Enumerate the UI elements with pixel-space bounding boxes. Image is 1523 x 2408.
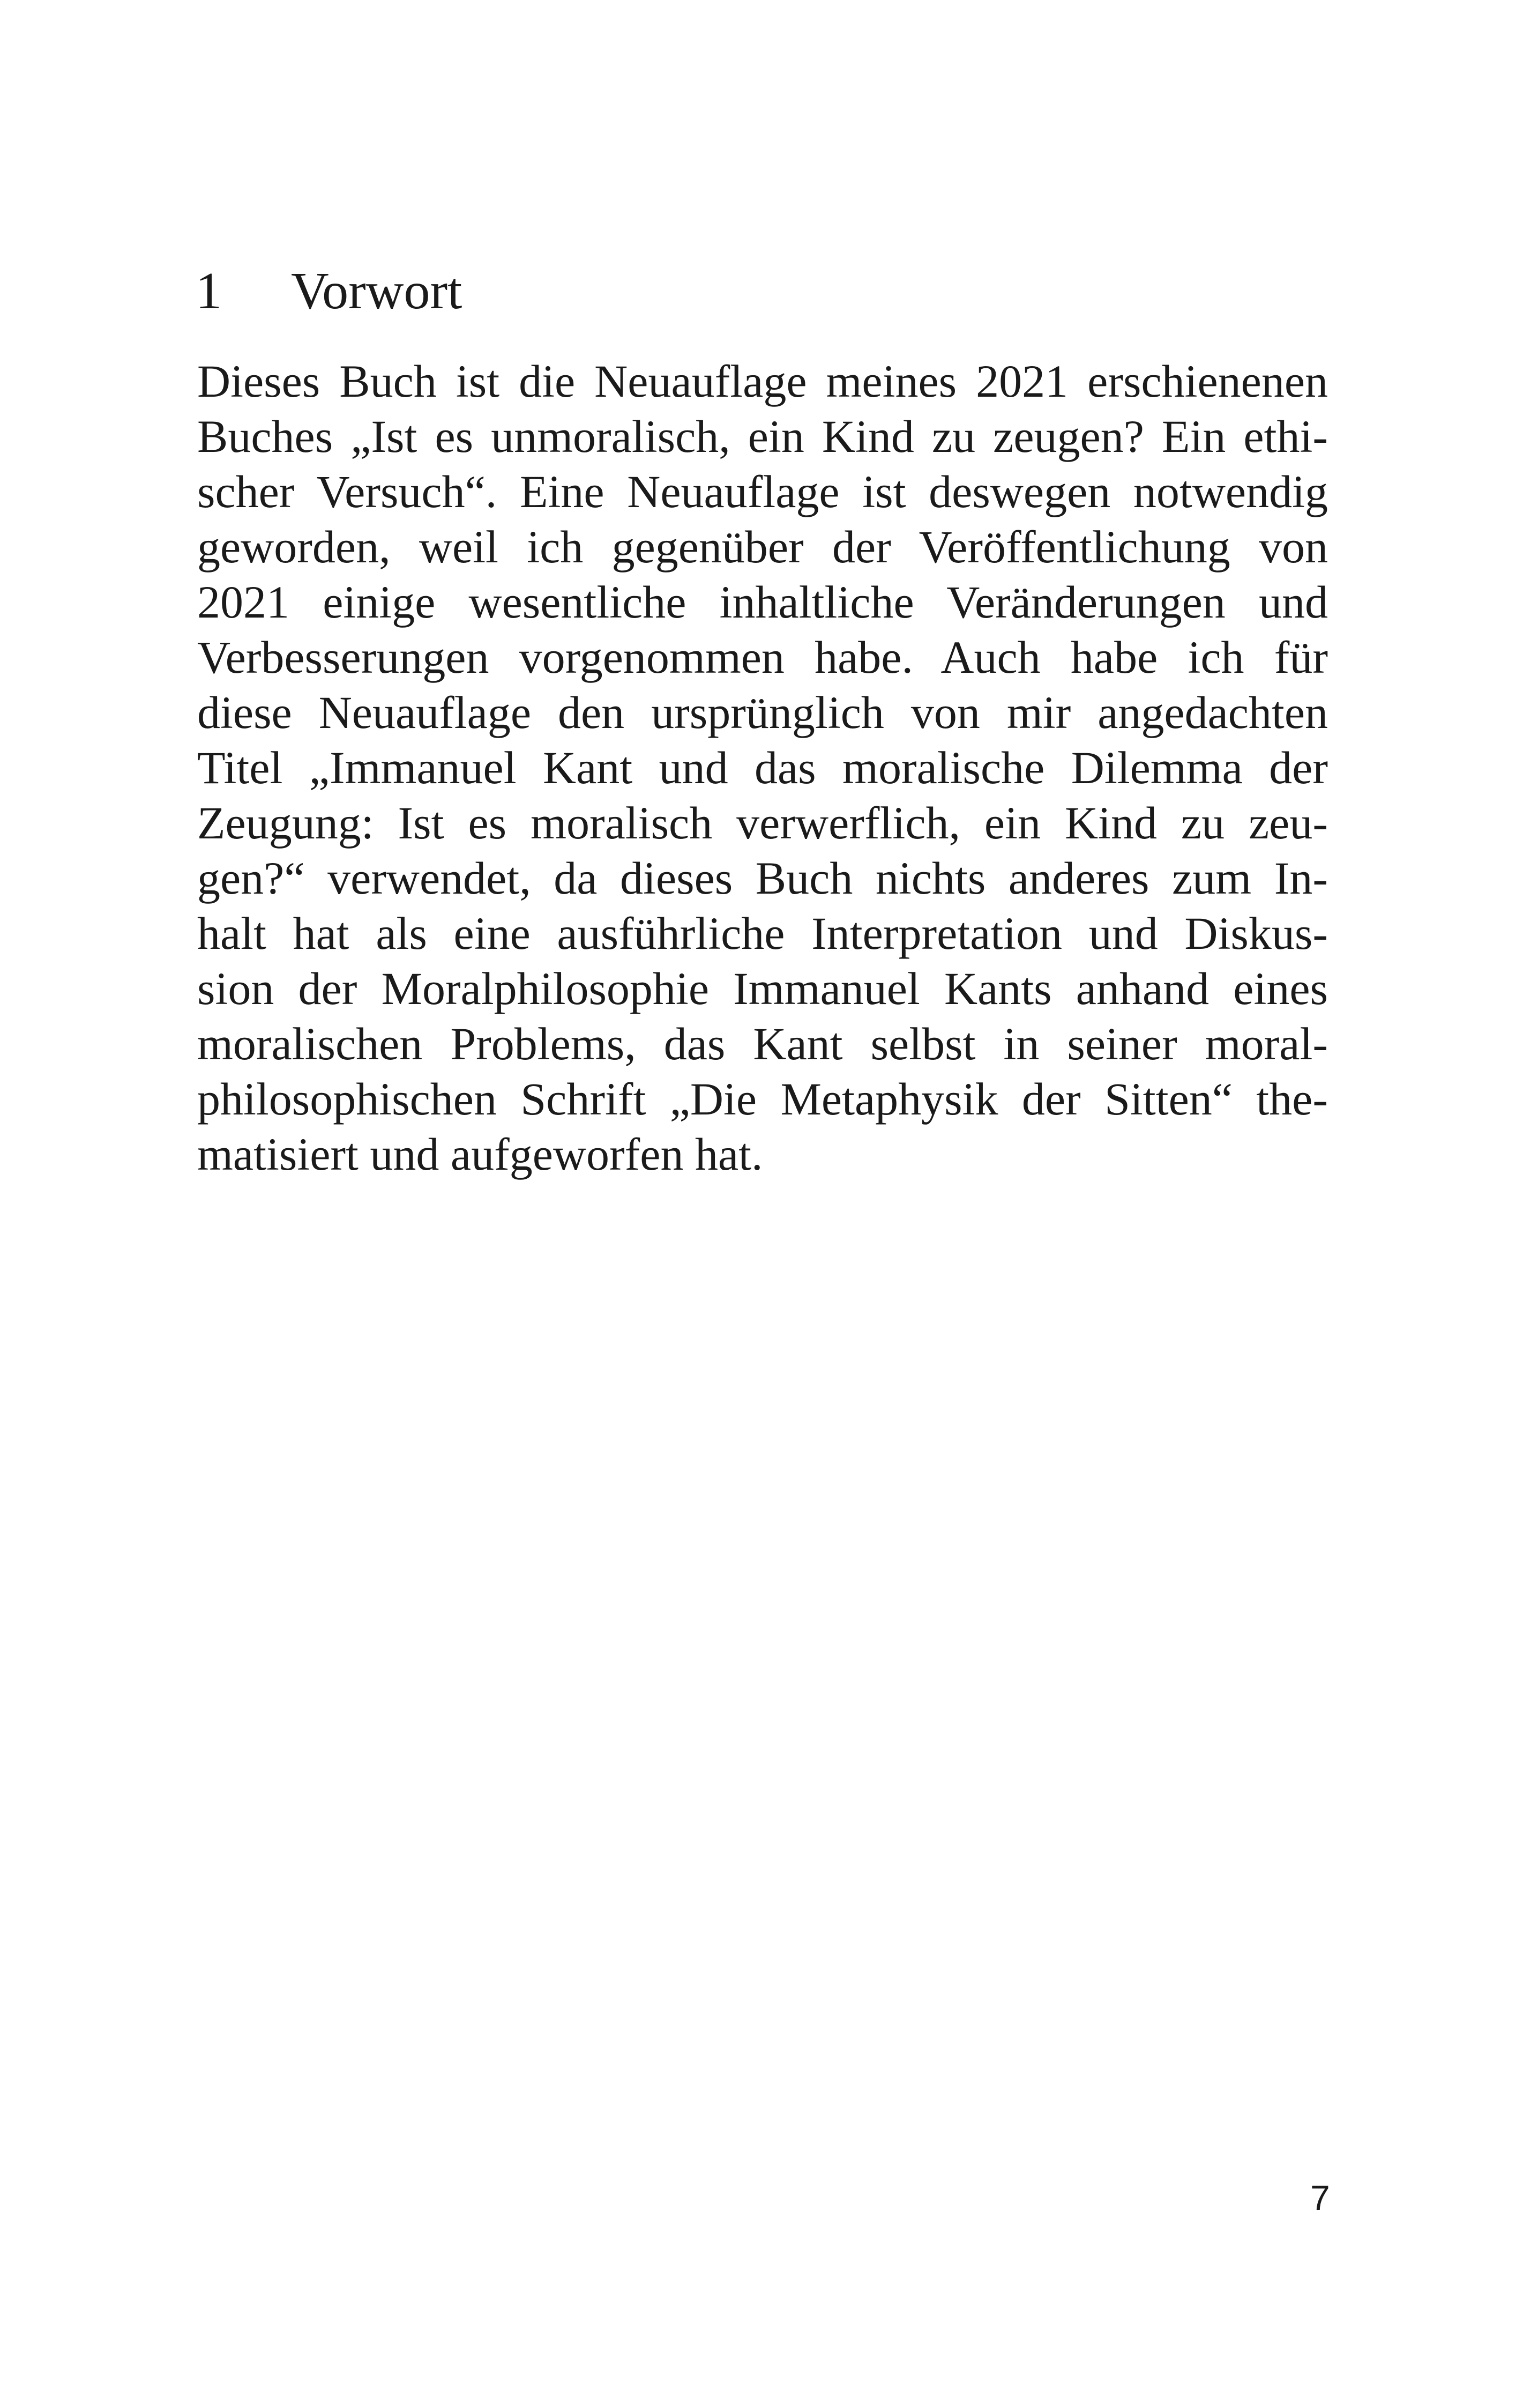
text-line: Buches „Ist es unmoralisch, ein Kind zu zeugen? Ein ethi- <box>197 411 1328 462</box>
text-line: Verbesserungen vorgenommen habe. Auch habe ich für <box>197 631 1328 683</box>
text-line: halt hat als eine ausführliche Interpretation und Diskus- <box>197 908 1328 959</box>
text-line: Zeugung: Ist es moralisch verwerflich, ein Kind zu zeu- <box>197 797 1328 849</box>
chapter-number: 1 <box>196 262 222 320</box>
text-line: philosophischen Schrift „Die Metaphysik der Sitten“ the- <box>197 1073 1328 1125</box>
text-line: geworden, weil ich gegenüber der Veröffentlichung von <box>197 521 1328 573</box>
text-line: moralischen Problems, das Kant selbst in seiner moral- <box>197 1018 1328 1069</box>
text-line: matisiert und aufgeworfen hat. <box>197 1128 763 1180</box>
text-line: scher Versuch“. Eine Neuauflage ist deswegen notwendig <box>197 466 1328 517</box>
text-line: Dieses Buch ist die Neuauflage meines 2021 erschienenen <box>197 355 1328 407</box>
text-line: Titel „Immanuel Kant und das moralische Dilemma der <box>197 742 1328 793</box>
text-line: 2021 einige wesentliche inhaltliche Veränderungen und <box>197 576 1328 628</box>
text-line: sion der Moralphilosophie Immanuel Kants anhand eines <box>197 963 1328 1014</box>
chapter-title: Vorwort <box>291 262 462 320</box>
text-line: diese Neuauflage den ursprünglich von mir angedachten <box>197 687 1328 738</box>
text-line: gen?“ verwendet, da dieses Buch nichts anderes zum In- <box>197 852 1328 904</box>
page-number: 7 <box>1310 2178 1330 2218</box>
body-paragraph <box>197 354 1328 1182</box>
chapter-heading <box>196 256 462 326</box>
